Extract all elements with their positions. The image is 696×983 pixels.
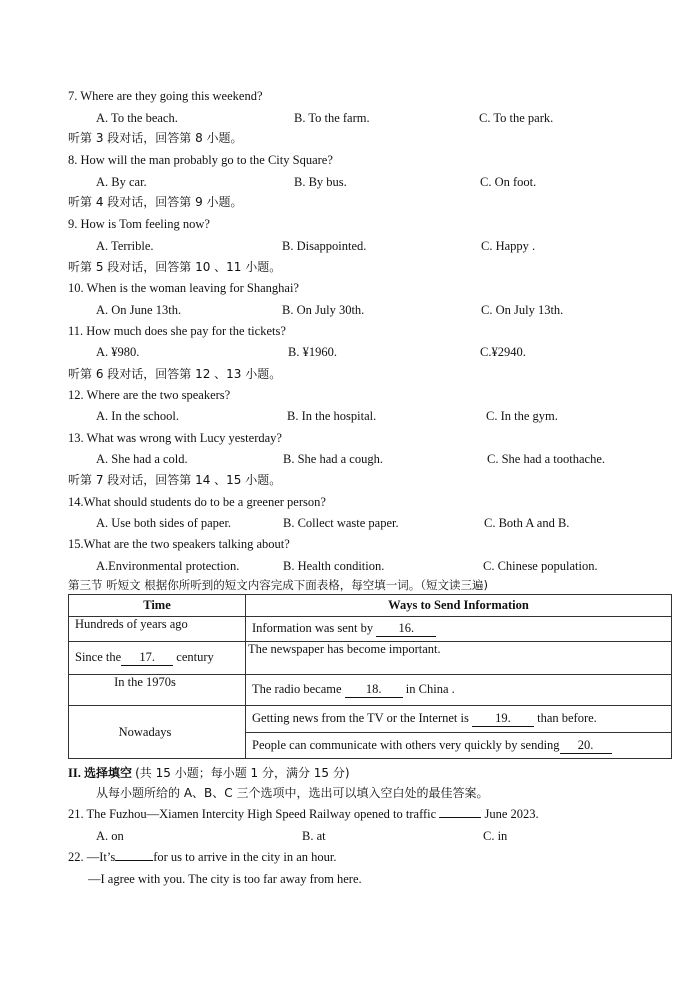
row3-text-post: in China . xyxy=(405,682,455,696)
row4a-ways xyxy=(246,706,672,733)
question-9-option-b: B. Disappointed. xyxy=(282,239,367,253)
table-header-ways: Ways to Send Information xyxy=(246,595,672,617)
question-21-text: 21. The Fuzhou—Xiamen Intercity High Speed Railway opened to traffic xyxy=(68,807,437,821)
question-8-stem: 8. How will the man probably go to the City Square? xyxy=(68,153,333,167)
part-2-heading: 选择填空 xyxy=(83,766,132,780)
row1-time: Hundreds of years ago xyxy=(69,617,246,642)
part-2-title xyxy=(68,765,350,781)
blank-20[interactable]: 20. xyxy=(560,738,612,754)
question-14-option-a: A. Use both sides of paper. xyxy=(96,516,232,530)
question-9-stem: 9. How is Tom feeling now? xyxy=(68,217,210,231)
question-14-option-b: B. Collect waste paper. xyxy=(283,516,399,530)
question-15-option-c: C. Chinese population. xyxy=(483,559,598,573)
question-12-option-c: C. In the gym. xyxy=(486,409,558,423)
question-21-option-a: A. on xyxy=(96,829,124,843)
row2-text: The newspaper has become important. xyxy=(246,642,672,675)
question-9-option-c: C. Happy . xyxy=(481,239,536,253)
question-13-option-a: A. She had a cold. xyxy=(96,452,188,466)
dialog-6-header: 听第 6 段对话，回答第 12 、13 小题。 xyxy=(68,367,282,381)
table-header-time: Time xyxy=(69,595,246,617)
question-8-option-b: B. By bus. xyxy=(294,175,347,189)
information-table xyxy=(68,594,672,759)
question-14-stem: 14.What should students do to be a greener person? xyxy=(68,495,326,509)
question-9-option-a: A. Terrible. xyxy=(96,239,154,253)
row4-time: Nowadays xyxy=(69,706,246,759)
question-15-stem: 15.What are the two speakers talking about? xyxy=(68,537,290,551)
row2-time-pre: Since the xyxy=(75,650,122,664)
row1-text: Information was sent by xyxy=(252,621,374,635)
part-2-note: (共 15 小题；每小题 1 分，满分 15 分) xyxy=(135,766,350,780)
question-7-stem: 7. Where are they going this weekend? xyxy=(68,89,263,103)
question-22-stem xyxy=(68,849,337,865)
row3-ways xyxy=(246,675,672,706)
row4b-ways xyxy=(246,733,672,759)
question-22-text: 22. —It’s xyxy=(68,850,116,864)
question-21-blank[interactable] xyxy=(439,817,481,818)
blank-16[interactable]: 16. xyxy=(376,621,436,637)
dialog-5-header: 听第 5 段对话，回答第 10 、11 小题。 xyxy=(68,260,282,274)
question-7-option-a: A. To the beach. xyxy=(96,111,178,125)
part-2-instruction: 从每小题所给的 A、B、C 三个选项中，选出可以填入空白处的最佳答案。 xyxy=(96,786,489,800)
row4a-text-pre: Getting news from the TV or the Internet is xyxy=(252,711,469,725)
question-11-stem: 11. How much does she pay for the tickets? xyxy=(68,324,286,338)
table-row xyxy=(69,642,672,675)
question-22-blank[interactable] xyxy=(115,860,153,861)
question-10-option-c: C. On July 13th. xyxy=(481,303,564,317)
question-11-option-a: A. ¥980. xyxy=(96,345,140,359)
question-10-option-a: A. On June 13th. xyxy=(96,303,182,317)
blank-18[interactable]: 18. xyxy=(345,682,403,698)
question-21-option-b: B. at xyxy=(302,829,326,843)
question-22-reply: —I agree with you. The city is too far away from here. xyxy=(88,872,362,886)
dialog-4-header: 听第 4 段对话，回答第 9 小题。 xyxy=(68,195,243,209)
question-15-option-b: B. Health condition. xyxy=(283,559,385,573)
dialog-3-header: 听第 3 段对话，回答第 8 小题。 xyxy=(68,131,243,145)
row4b-text-pre: People can communicate with others very quickly by sending xyxy=(252,737,560,752)
part-2-number: II. xyxy=(68,766,81,780)
question-13-stem: 13. What was wrong with Lucy yesterday? xyxy=(68,431,282,445)
dialog-7-header: 听第 7 段对话，回答第 14 、15 小题。 xyxy=(68,473,282,487)
question-10-option-b: B. On July 30th. xyxy=(282,303,365,317)
question-15-option-a: A.Environmental protection. xyxy=(96,559,240,573)
question-8-option-a: A. By car. xyxy=(96,175,147,189)
blank-17[interactable]: 17. xyxy=(121,650,173,666)
question-21-option-c: C. in xyxy=(483,829,508,843)
row3-time: In the 1970s xyxy=(69,675,246,706)
question-12-option-b: B. In the hospital. xyxy=(287,409,377,423)
question-7-option-c: C. To the park. xyxy=(479,111,554,125)
row4a-text-post: than before. xyxy=(537,711,597,725)
question-12-stem: 12. Where are the two speakers? xyxy=(68,388,231,402)
row2-time-post: century xyxy=(176,650,214,664)
section-3-title: 第三节 听短文 根据你所听到的短文内容完成下面表格，每空填一词。（短文读三遍) xyxy=(68,578,489,592)
question-10-stem: 10. When is the woman leaving for Shanghai? xyxy=(68,281,299,295)
question-7-option-b: B. To the farm. xyxy=(294,111,370,125)
question-11-option-b: B. ¥1960. xyxy=(288,345,337,359)
row3-text-pre: The radio became xyxy=(252,682,342,696)
question-21-text-end: June 2023. xyxy=(484,807,539,821)
blank-19[interactable]: 19. xyxy=(472,711,534,727)
question-12-option-a: A. In the school. xyxy=(96,409,179,423)
table-row xyxy=(69,675,672,706)
question-13-option-b: B. She had a cough. xyxy=(283,452,383,466)
question-11-option-c: C.¥2940. xyxy=(480,345,526,359)
table-row xyxy=(69,617,672,642)
question-8-option-c: C. On foot. xyxy=(480,175,537,189)
table-row xyxy=(69,706,672,733)
question-21-stem xyxy=(68,806,539,822)
row1-ways xyxy=(246,617,672,642)
question-13-option-c: C. She had a toothache. xyxy=(487,452,606,466)
row2-time xyxy=(69,642,246,675)
question-22-text-end: for us to arrive in the city in an hour. xyxy=(153,850,337,864)
question-14-option-c: C. Both A and B. xyxy=(484,516,570,530)
